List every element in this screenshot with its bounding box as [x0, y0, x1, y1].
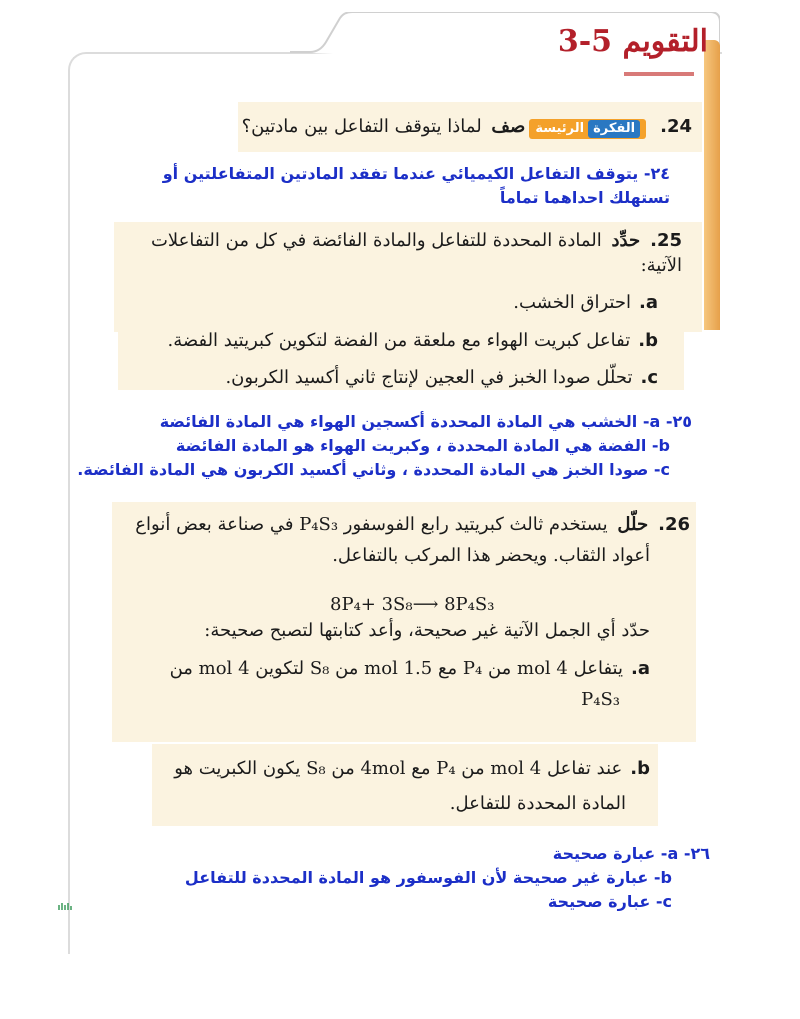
item-label: b. — [630, 758, 650, 779]
item-label: b. — [638, 329, 658, 351]
page-title: التقويم 5-3 — [557, 24, 708, 59]
answer-line: ٢٦- a- عبارة صحيحة — [552, 844, 710, 863]
main-idea-icon: الفكرة — [588, 120, 640, 138]
item-label: a. — [639, 292, 658, 314]
item-text: احتراق الخشب. — [513, 292, 631, 314]
main-idea-badge — [529, 119, 646, 139]
title-underline — [624, 72, 694, 76]
question-keyword: صف — [491, 116, 526, 137]
question-number: 25. — [650, 230, 682, 251]
item-text-cont: P₄S₃ — [581, 688, 620, 710]
item-label: a. — [631, 657, 650, 679]
answer-24 — [10, 162, 670, 210]
chemical-equation: 8P₄+ 3S₈⟶ 8P₄S₃ — [330, 594, 495, 615]
question-number: 26. — [658, 514, 690, 535]
page-edge-strip — [704, 40, 720, 330]
answer-25 — [2, 410, 692, 482]
answer-line: c- صودا الخبز هي المادة المحددة ، وثاني أكسيد الكربون هي المادة الفائضة. — [77, 460, 670, 479]
question-keyword: حدِّد — [611, 230, 641, 251]
answer-line: تستهلك احداهما تماماً — [499, 188, 670, 207]
question-text: المادة المحددة للتفاعل والمادة الفائضة في كل من التفاعلات الآتية: — [150, 230, 682, 277]
question-keyword: حلّل — [617, 514, 649, 535]
question-26-b — [150, 756, 650, 816]
answer-line: c- عبارة صحيحة — [547, 892, 672, 911]
question-text-cont: أعواد الثقاب. ويحضر هذا المركب بالتفاعل. — [332, 545, 650, 567]
sub-item-c — [112, 365, 682, 390]
question-instruction: حدّد أي الجمل الآتية غير صحيحة، وأعد كتابتها لتصبح صحيحة: — [204, 620, 650, 642]
question-text: لماذا يتوقف التفاعل بين مادتين؟ — [241, 116, 482, 137]
answer-26 — [60, 842, 710, 914]
answer-line: b- الفضة هي المادة المحددة ، وكبريت الهواء هو المادة الفائضة — [175, 436, 670, 455]
sub-item-a — [120, 656, 690, 681]
publisher-logo-icon — [58, 902, 74, 912]
answer-line: b- عبارة غير صحيحة لأن الفوسفور هو المادة المحددة للتفاعل — [184, 868, 672, 887]
badge-label: الرئيسة — [535, 121, 585, 136]
item-label: c. — [640, 366, 658, 388]
answer-line: ٢٤- يتوقف التفاعل الكيميائي عندما تفقد المادتين المتفاعلتين أو — [162, 164, 670, 183]
question-24 — [232, 114, 692, 139]
item-text: تحلّل صودا الخبز في العجين لإنتاج ثاني أكسيد الكربون. — [225, 366, 633, 388]
question-25 — [112, 228, 682, 390]
sub-item-a — [112, 290, 682, 315]
sub-item-b — [112, 328, 682, 353]
item-text: تفاعل كبريت الهواء مع ملعقة من الفضة لتكوين كبريتيد الفضة. — [167, 329, 631, 351]
question-number: 24. — [660, 116, 692, 137]
item-text: يتفاعل 4 mol من P₄ مع 1.5 mol من S₈ لتكوين 4 mol من — [169, 657, 623, 679]
question-text: يستخدم ثالث كبريتيد رابع الفوسفور P₄S₃ في صناعة بعض أنواع — [135, 514, 608, 535]
item-text: عند تفاعل 4 mol من P₄ مع 4mol من S₈ يكون الكبريت هو — [174, 758, 623, 779]
answer-line: ٢٥- a- الخشب هي المادة المحددة أكسجين الهواء هي المادة الفائضة — [159, 412, 692, 431]
item-text-cont: المادة المحددة للتفاعل. — [449, 793, 626, 815]
